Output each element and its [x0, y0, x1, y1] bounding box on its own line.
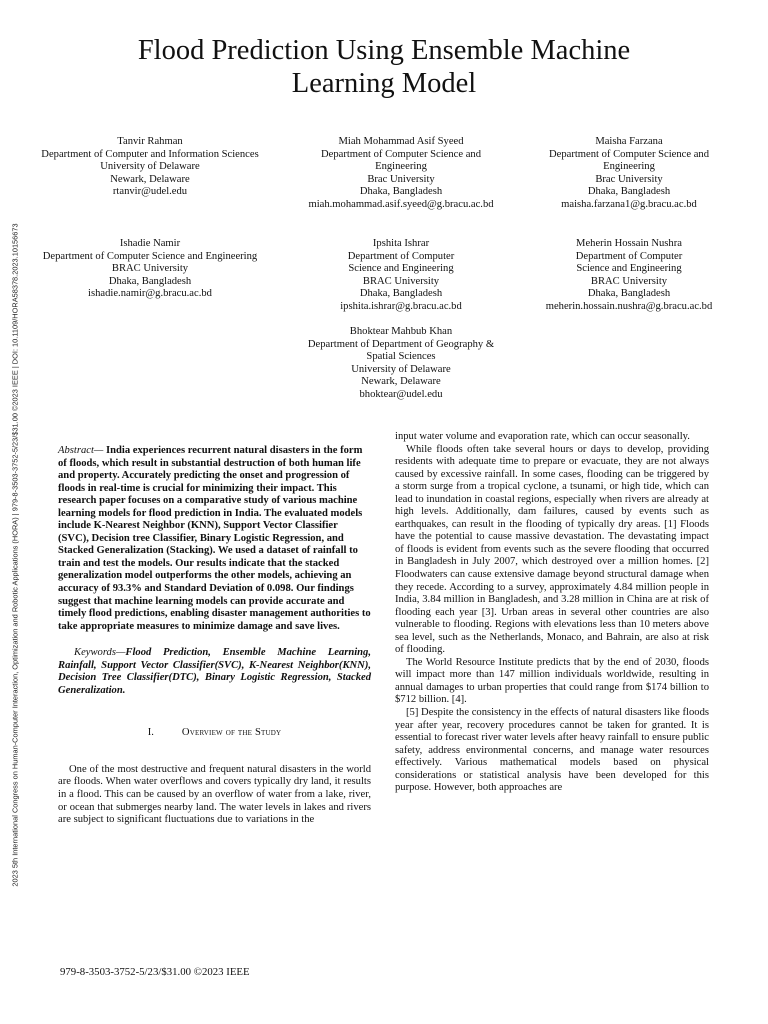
- section-heading: [58, 727, 371, 740]
- left-column: [58, 445, 371, 827]
- author-name: Bhoktear Mahbub Khan: [349, 326, 453, 337]
- right-column: [395, 431, 709, 795]
- author-email: maisha.farzana1@g.bracu.ac.bd: [561, 198, 697, 210]
- author-affiliation: Brac University: [367, 173, 435, 185]
- author-location: Dhaka, Bangladesh: [359, 186, 443, 198]
- author-affiliation: Brac University: [595, 173, 663, 185]
- author-affiliation: Engineering: [603, 161, 655, 173]
- section-title: Overview of the Study: [181, 727, 282, 739]
- author-email: ipshita.ishrar@g.bracu.ac.bd: [340, 300, 462, 312]
- author-location: Dhaka, Bangladesh: [108, 275, 192, 287]
- author-affiliation: University of Delaware: [100, 161, 200, 173]
- author-email: miah.mohammad.asif.syeed@g.bracu.ac.bd: [308, 198, 494, 210]
- sidebar-citation: 2023 5th International Congress on Human-Computer Interaction, Optimization and Robotic Applications (HORA) | 979-8-3503-3752-5/23/$31.00 ©2023 IEEE | DOI: 10.1109/HORA58378.2023.10156673: [10, 223, 20, 887]
- keywords: [58, 647, 371, 697]
- body-paragraph: input water volume and evaporation rate, which can occur seasonally.: [395, 431, 690, 442]
- author-affiliation: Science and Engineering: [348, 263, 454, 275]
- body-paragraph: One of the most destructive and frequent natural disasters in the world are floods. When water overflows and covers typically dry land, it results in a flood. This can be caused by an overflow of water from a lake, river, or ocean that submerges nearby land. The water levels in lakes and rivers are subject to significant fluctuations due to variations in the: [58, 763, 371, 826]
- title-line-1: Flood Prediction Using Ensemble Machine: [137, 35, 631, 66]
- abstract-text: India experiences recurrent natural disasters in the form of floods, which result in substantial destruction of both human life and property. Accurately predicting the onset and progression of floods in real-time is crucial for minimizing their impact. This research paper focuses on a comparative study of various machine learning models for flood prediction in India. The evaluated models include K-Nearest Neighbor (KNN), Support Vector Classifier (SVC), Decision tree Classifier, Binary Logistic Regression, and Stacked Generalization (Stacking). We used a dataset of rainfall to train and test the models. Our results indicate that the stacked generalization model outperforms the other models, achieving an accuracy of 93.3% and Standard Deviation of 0.098. Our findings suggest that machine learning models can provide accurate and timely flood predictions, enabling disaster management authorities to take appropriate measures to minimize damage and save lives.: [58, 445, 371, 632]
- author-location: Newark, Delaware: [110, 173, 190, 185]
- author-affiliation: Department of Computer Science and: [320, 148, 482, 160]
- section-number: I.: [147, 727, 154, 739]
- author-affiliation: Spatial Sciences: [366, 351, 436, 363]
- author-location: Dhaka, Bangladesh: [587, 186, 671, 198]
- abstract: [58, 445, 371, 633]
- author-affiliation: Science and Engineering: [576, 263, 682, 275]
- copyright-footer: 979-8-3503-3752-5/23/$31.00 ©2023 IEEE: [60, 966, 250, 978]
- keywords-lead: Keywords—: [74, 647, 126, 659]
- author-location: Newark, Delaware: [361, 376, 441, 388]
- author-name: Maisha Farzana: [595, 136, 663, 147]
- author-affiliation: Department of Computer Science and Engineering: [42, 250, 258, 262]
- author-email: ishadie.namir@g.bracu.ac.bd: [88, 288, 212, 300]
- title-line-2: Learning Model: [291, 68, 477, 99]
- author-location: Dhaka, Bangladesh: [359, 288, 443, 300]
- author-block: [536, 238, 722, 314]
- ieee-sidebar: [7, 150, 23, 960]
- author-name: Ipshita Ishrar: [372, 238, 430, 249]
- author-affiliation: Department of Computer and Information Sciences: [41, 148, 259, 160]
- author-block: [292, 136, 510, 212]
- author-affiliation: University of Delaware: [351, 363, 451, 375]
- author-affiliation: Department of Computer: [347, 250, 455, 262]
- keywords-text: Flood Prediction, Ensemble Machine Learning, Rainfall, Support Vector Classifier(SVC), K-Nearest Neighbor(KNN), Decision Tree Classifier(DTC), Binary Logistic Regression, Stacked Generalization.: [58, 647, 371, 696]
- author-affiliation: Engineering: [375, 161, 427, 173]
- author-block: [322, 238, 480, 314]
- author-email: bhoktear@udel.edu: [359, 388, 443, 400]
- body-paragraph: The World Resource Institute predicts that by the end of 2030, floods will impact more than 147 million individuals worldwide, resulting in annual damages to urban properties that could range from $174 billion to $712 billion. [4].: [395, 656, 709, 706]
- paper-title: [60, 34, 708, 100]
- author-name: Miah Mohammad Asif Syeed: [338, 136, 464, 147]
- author-affiliation: Department of Department of Geography &: [307, 338, 495, 350]
- author-affiliation: BRAC University: [362, 275, 440, 287]
- author-block: [32, 238, 268, 301]
- author-name: Tanvir Rahman: [117, 136, 183, 147]
- author-block: [536, 136, 722, 212]
- author-affiliation: BRAC University: [590, 275, 668, 287]
- author-name: Ishadie Namir: [119, 238, 181, 249]
- author-block: [32, 136, 268, 199]
- body-paragraph: [5] Despite the consistency in the effects of natural disasters like floods year after year, recovery procedures cannot be taken for granted. It is essential to forecast river water levels after heavy rainfall to ensure public safety, address environmental concerns, and manage water resources effectively. Various mathematical models based on physical considerations or statistical analysis have been developed for this purpose. However, both approaches are: [395, 707, 709, 794]
- author-email: meherin.hossain.nushra@g.bracu.ac.bd: [545, 300, 713, 312]
- author-name: Meherin Hossain Nushra: [576, 238, 682, 249]
- author-affiliation: Department of Computer: [575, 250, 683, 262]
- author-affiliation: BRAC University: [111, 263, 189, 275]
- body-paragraph: While floods often take several hours or days to develop, providing residents with adequate time to prepare or evacuate, they are not always caused by excessive rainfall. In some cases, flooding can be triggered by a storm surge from a tropical cyclone, a tsunami, or high tide, which can lead to inundation in coastal regions, especially when rivers are already at high levels. Additionally, dam failures, caused by events such as earthquakes, can result in the flooding of typically dry areas. [1] Floods have the potential to cause massive devastation. The devastating impact of floods is evident from events such as the severe flooding that occurred in Bangladesh in July 2007, which destroyed over a million homes. [2] Floodwaters can cause extensive damage beyond structural damage when they recede. According to a survey, approximately 4.84 million people in India, 3.84 million in Bangladesh, and 3.28 million in China are at risk of flooding each year [3]. Urban areas in several other countries are also vulnerable to flooding. Regions with elevations less than 10 meters above sea level, such as the Netherlands, Monaco, and Bahrain, are also at risk of flooding.: [395, 443, 709, 656]
- author-affiliation: Department of Computer Science and: [548, 148, 710, 160]
- abstract-lead: Abstract—: [58, 445, 104, 456]
- author-location: Dhaka, Bangladesh: [587, 288, 671, 300]
- author-email: rtanvir@udel.edu: [112, 186, 188, 198]
- author-block: [290, 326, 512, 402]
